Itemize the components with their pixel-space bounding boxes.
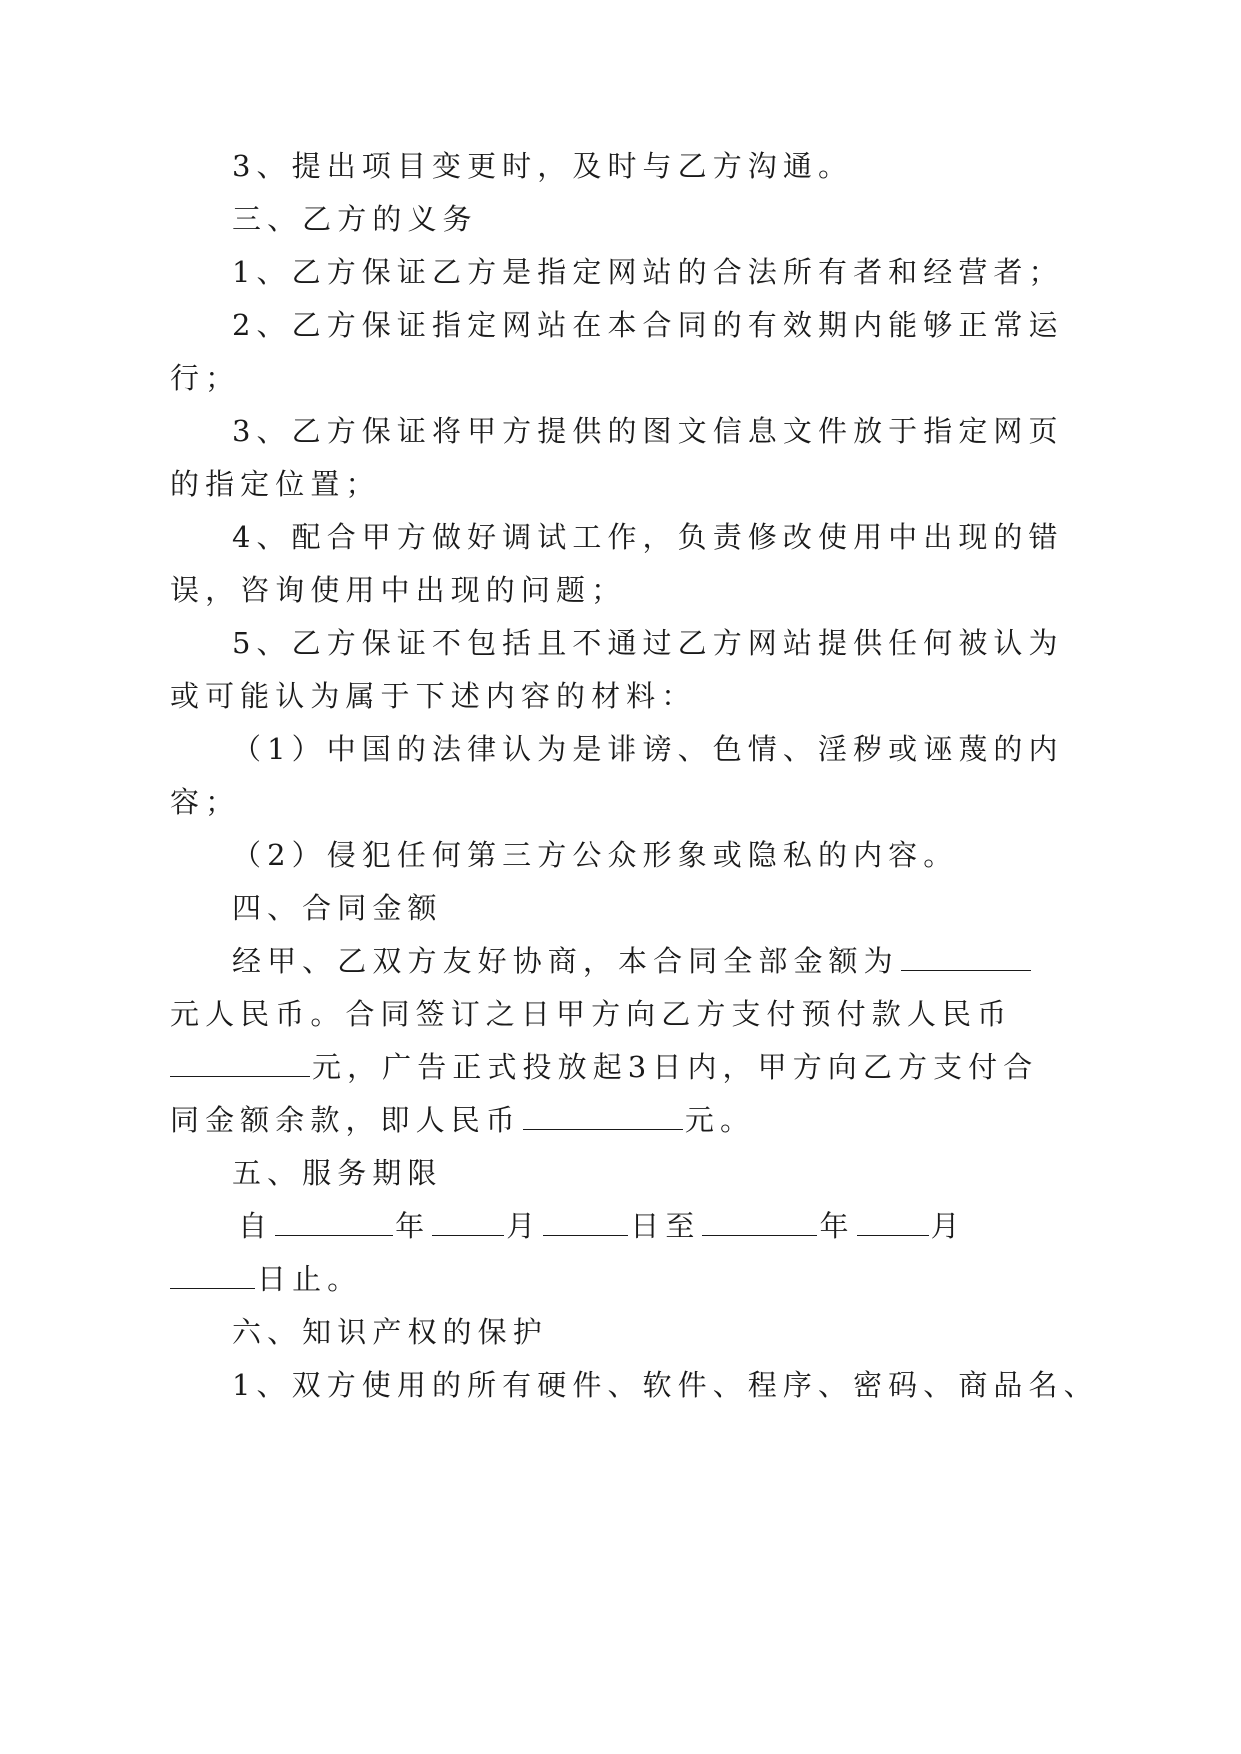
paragraph-line: [170, 1047, 1038, 1087]
paragraph-line: [170, 1100, 755, 1140]
line-text: 元，广告正式投放起3日内，甲方向乙方支付合: [312, 1050, 1039, 1084]
paragraph-line: （1）中国的法律认为是诽谤、色情、淫秽或诬蔑的内: [232, 732, 1064, 766]
paragraph-line: [238, 1206, 966, 1246]
date-blank: [170, 1262, 255, 1289]
paragraph-line: 1、双方使用的所有硬件、软件、程序、密码、商品名、: [232, 1368, 1099, 1402]
line-text: 经甲、乙双方友好协商，本合同全部金额为: [232, 944, 899, 978]
line-text: 日至: [630, 1209, 701, 1243]
paragraph-line: 3、提出项目变更时，及时与乙方沟通。: [232, 149, 854, 183]
paragraph-line: 2、乙方保证指定网站在本合同的有效期内能够正常运: [232, 308, 1064, 342]
line-text: 同金额余款，即人民币: [170, 1103, 521, 1137]
paragraph-line: 3、乙方保证将甲方提供的图文信息文件放于指定网页: [232, 414, 1064, 448]
paragraph-line: [170, 1259, 362, 1299]
date-blank: [275, 1209, 393, 1236]
section-heading: 三、乙方的义务: [232, 202, 478, 236]
line-text: 年: [819, 1209, 855, 1243]
amount-blank: [901, 944, 1031, 971]
paragraph-line: 容；: [170, 785, 241, 819]
amount-blank: [170, 1050, 310, 1077]
date-blank: [702, 1209, 817, 1236]
paragraph-line: 或可能认为属于下述内容的材料：: [170, 679, 697, 713]
line-text: 月: [506, 1209, 542, 1243]
date-blank: [543, 1209, 628, 1236]
paragraph-line: 元人民币。合同签订之日甲方向乙方支付预付款人民币: [170, 997, 1013, 1031]
paragraph-line: 行；: [170, 361, 241, 395]
paragraph-line: 1、乙方保证乙方是指定网站的合法所有者和经营者；: [232, 255, 1064, 289]
line-text: 日止。: [257, 1262, 363, 1296]
line-text: 月: [930, 1209, 966, 1243]
paragraph-line: 的指定位置；: [170, 467, 381, 501]
paragraph-line: 误，咨询使用中出现的问题；: [170, 573, 627, 607]
line-text: 自: [238, 1209, 274, 1243]
paragraph-line: （2）侵犯任何第三方公众形象或隐私的内容。: [232, 838, 959, 872]
amount-blank: [523, 1103, 683, 1130]
section-heading: 六、知识产权的保护: [232, 1315, 548, 1349]
date-blank: [857, 1209, 929, 1236]
line-text: 元。: [684, 1103, 756, 1137]
paragraph-line: 5、乙方保证不包括且不通过乙方网站提供任何被认为: [232, 626, 1064, 660]
paragraph-line: [232, 941, 1033, 981]
line-text: 年: [395, 1209, 431, 1243]
section-heading: 四、合同金额: [232, 891, 443, 925]
paragraph-line: 4、配合甲方做好调试工作，负责修改使用中出现的错: [232, 520, 1064, 554]
section-heading: 五、服务期限: [232, 1156, 443, 1190]
date-blank: [432, 1209, 504, 1236]
